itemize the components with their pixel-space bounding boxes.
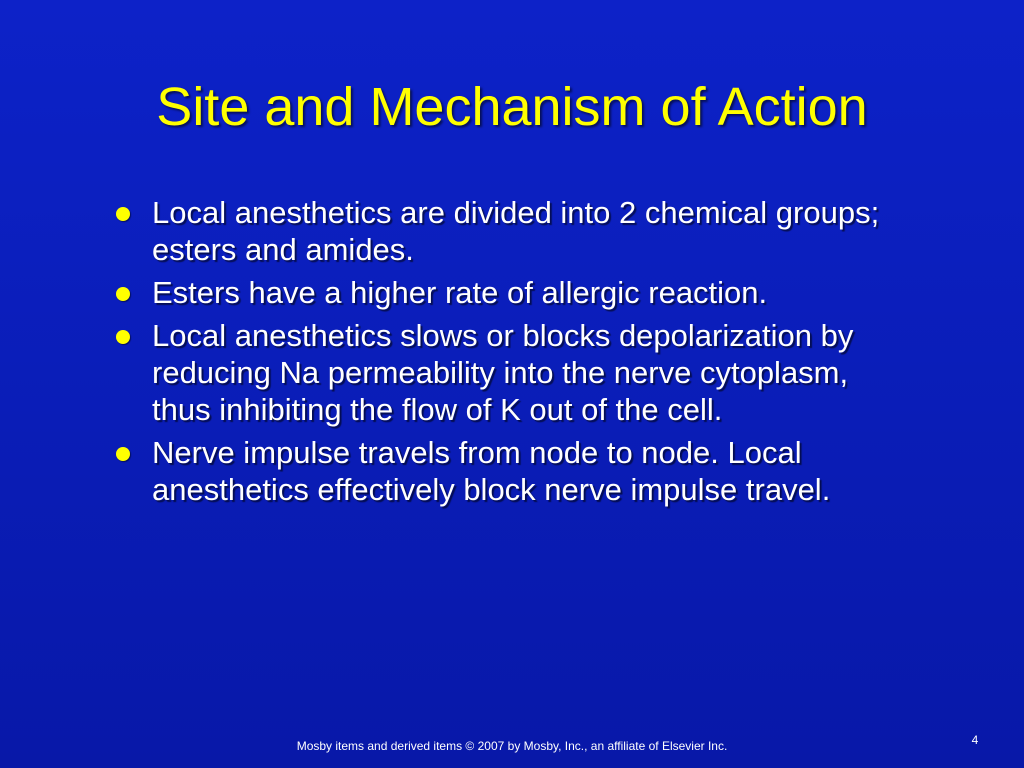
- bullet-dot-icon: [116, 447, 130, 461]
- page-number: 4: [971, 733, 979, 747]
- bullet-dot-icon: [116, 287, 130, 301]
- bullet-dot-icon: [116, 330, 130, 344]
- bullet-text: Local anesthetics slows or blocks depolarization by reducing Na permeability into the nerve cytoplasm, thus inhibiting the flow of K out of the cell.: [152, 318, 854, 427]
- bullet-item: [116, 194, 906, 268]
- bullet-text: Esters have a higher rate of allergic reaction.: [152, 275, 768, 310]
- bullet-item: [116, 434, 906, 508]
- slide-title: Site and Mechanism of Action: [156, 77, 868, 137]
- bullet-text: Nerve impulse travels from node to node. Local anesthetics effectively block nerve impulse travel.: [152, 435, 831, 507]
- bullet-text: Local anesthetics are divided into 2 chemical groups; esters and amides.: [152, 195, 880, 267]
- bullet-list: [116, 194, 906, 514]
- bullet-item: [116, 274, 906, 311]
- copyright-footer: Mosby items and derived items © 2007 by Mosby, Inc., an affiliate of Elsevier Inc.: [296, 739, 728, 753]
- bullet-item: [116, 317, 906, 428]
- bullet-dot-icon: [116, 207, 130, 221]
